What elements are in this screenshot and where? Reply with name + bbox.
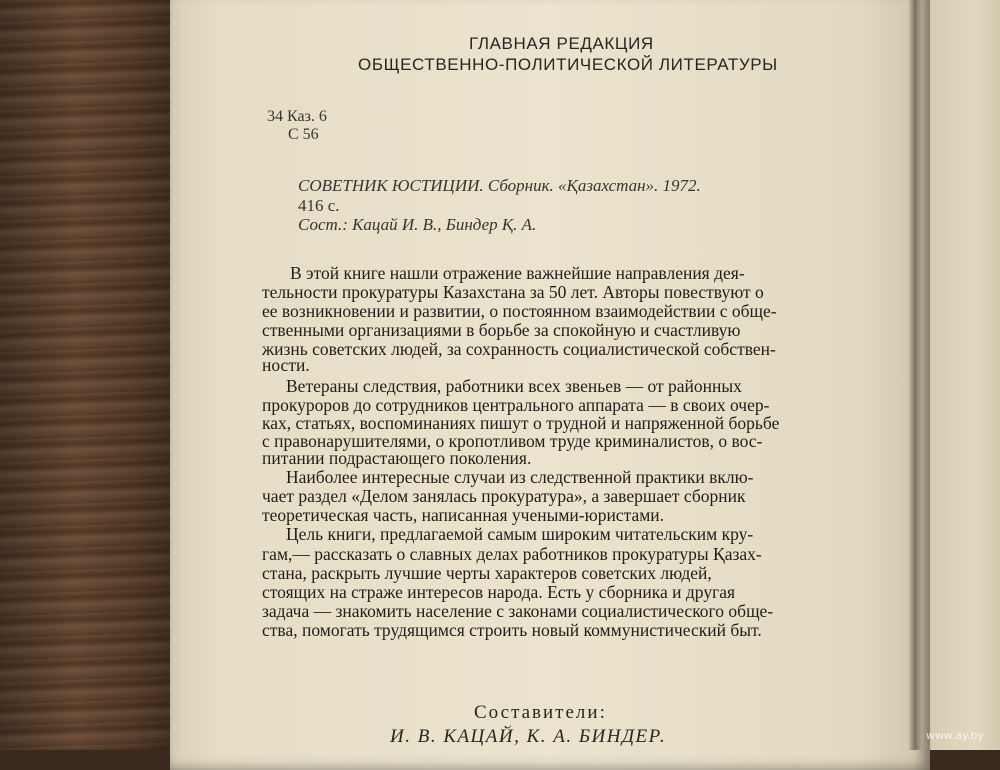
- paragraph-line: ности.: [262, 355, 310, 375]
- paragraph-line: питании подрастающего поколения.: [262, 448, 532, 468]
- publisher-header-line2: ОБЩЕСТВЕННО-ПОЛИТИЧЕСКОЙ ЛИТЕРАТУРЫ: [358, 55, 778, 74]
- paragraph-line: Ветераны следствия, работники всех звеньев — от районных: [286, 376, 742, 396]
- paragraph-line: гам,— рассказать о славных делах работников прокуратуры Қазах-: [262, 544, 762, 564]
- paragraph-line: с правонарушителями, о кропотливом труде криминалистов, о вос-: [262, 431, 763, 451]
- paragraph-line: ственными организациями в борьбе за спокойную и счастливую: [262, 320, 741, 340]
- book-gutter-shadow: [908, 0, 922, 750]
- paragraph-line: прокуроров до сотрудников центрального аппарата — в своих очер-: [262, 395, 770, 415]
- paragraph-line: ства, помогать трудящимся строить новый коммунистический быт.: [262, 620, 762, 640]
- paragraph-line: теоретическая часть, написанная учеными-юристами.: [262, 505, 665, 525]
- citation-title: СОВЕТНИК ЮСТИЦИИ. Сборник. «Қазахстан». 1972.: [298, 176, 701, 195]
- paragraph-line: ках, статьях, воспоминаниях пишут о трудной и напряженной борьбе: [262, 413, 780, 433]
- paragraph-line: стоящих на страже интересов народа. Есть у сборника и другая: [262, 582, 736, 602]
- paragraph-line: В этой книге нашли отражение важнейшие направления дея-: [290, 263, 745, 283]
- citation-pages: 416 с.: [298, 196, 340, 215]
- wooden-table-background: [0, 0, 190, 750]
- classification-index: С 56: [288, 126, 319, 143]
- paragraph-line: ее возникновении и развитии, о постоянном взаимодействии с обще-: [262, 301, 777, 321]
- citation-compilers: Сост.: Кацай И. В., Биндер Қ. А.: [298, 215, 537, 234]
- publisher-header-line1: ГЛАВНАЯ РЕДАКЦИЯ: [469, 34, 654, 53]
- paragraph-line: тельности прокуратуры Казахстана за 50 лет. Авторы повествуют о: [262, 282, 764, 302]
- compilers-names: И. В. КАЦАЙ, К. А. БИНДЕР.: [390, 726, 667, 747]
- paragraph-line: Цель книги, предлагаемой самым широким читательским кру-: [286, 524, 754, 544]
- paragraph-line: жизнь советских людей, за сохранность социалистической собствен-: [262, 339, 776, 359]
- paragraph-line: Наиболее интересные случаи из следственной практики вклю-: [286, 467, 754, 487]
- compilers-label: Составители:: [474, 702, 607, 723]
- paragraph-line: чает раздел «Делом занялась прокуратура», а завершает сборник: [262, 486, 746, 506]
- paragraph-line: задача — знакомить население с законами социалистического обще-: [262, 601, 774, 621]
- watermark-text: www.ay.by: [925, 729, 984, 742]
- paragraph-line: стана, раскрыть лучшие черты характеров советских людей,: [262, 563, 712, 583]
- classification-code: 34 Каз. 6: [267, 108, 327, 125]
